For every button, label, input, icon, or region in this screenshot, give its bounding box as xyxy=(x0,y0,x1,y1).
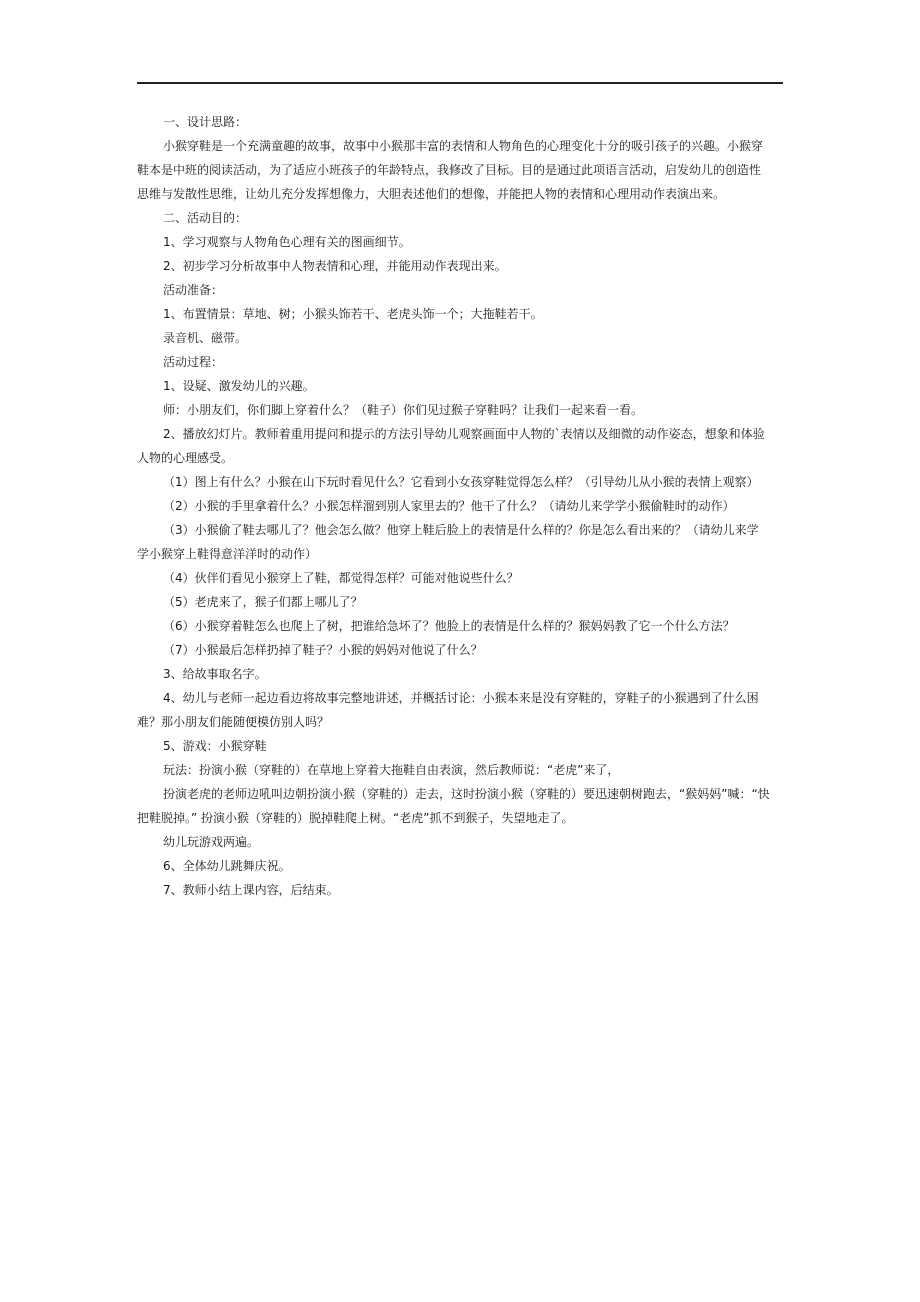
paragraph xyxy=(137,494,783,518)
text-line: （4）伙伴们看见小猴穿上了鞋，都觉得怎样？可能对他说些什么？ xyxy=(163,571,519,585)
paragraph xyxy=(137,758,783,782)
text-line: 1、学习观察与人物角色心理有关的图画细节。 xyxy=(163,235,411,249)
text-line: 学小猴穿上鞋得意洋洋时的动作） xyxy=(137,547,318,561)
text-line: 录音机、磁带。 xyxy=(163,331,248,345)
text-line: 1、设疑、激发幼儿的兴趣。 xyxy=(163,379,315,393)
paragraph xyxy=(137,638,783,662)
text-line: 师：小朋友们，你们脚上穿着什么？（鞋子）你们见过猴子穿鞋吗？让我们一起来看一看。 xyxy=(163,403,644,417)
text-line: 6、全体幼儿跳舞庆祝。 xyxy=(163,859,291,873)
paragraph xyxy=(137,254,783,278)
paragraph xyxy=(137,206,783,230)
paragraph xyxy=(137,278,783,302)
text-line: （6）小猴穿着鞋怎么也爬上了树，把谁给急坏了？他脸上的表情是什么样的？猴妈妈教了它一个什么方法？ xyxy=(163,619,735,633)
header-rule xyxy=(137,82,783,84)
text-line: 2、初步学习分析故事中人物表情和心理，并能用动作表现出来。 xyxy=(163,259,507,273)
text-line: 玩法：扮演小猴（穿鞋的）在草地上穿着大拖鞋自由表演，然后教师说：“老虎”来了， xyxy=(163,763,620,777)
text-line: 一、设计思路： xyxy=(163,115,248,129)
paragraph xyxy=(137,734,783,758)
paragraph xyxy=(137,686,783,734)
paragraph xyxy=(137,398,783,422)
text-line: 幼儿玩游戏两遍。 xyxy=(163,835,260,849)
paragraph xyxy=(137,566,783,590)
text-line: 5、游戏：小猴穿鞋 xyxy=(163,739,267,753)
text-line: 把鞋脱掉。” 扮演小猴（穿鞋的）脱掉鞋爬上树。“老虎”抓不到猴子，失望地走了。 xyxy=(137,811,574,825)
text-line: 3、给故事取名字。 xyxy=(163,667,267,681)
text-line: （3）小猴偷了鞋去哪儿了？他会怎么做？他穿上鞋后脸上的表情是什么样的？你是怎么看出来的？（请幼儿来学 xyxy=(163,523,759,537)
text-line: （7）小猴最后怎样扔掉了鞋子？小猴的妈妈对他说了什么？ xyxy=(163,643,483,657)
document-body xyxy=(137,110,783,902)
paragraph xyxy=(137,662,783,686)
paragraph xyxy=(137,422,783,470)
paragraph xyxy=(137,326,783,350)
text-line: 思维与发散性思维，让幼儿充分发挥想像力，大胆表述他们的想像，并能把人物的表情和心理用动作表演出来。 xyxy=(137,187,726,201)
paragraph xyxy=(137,230,783,254)
text-line: 2、播放幻灯片。教师着重用提问和提示的方法引导幼儿观察画面中人物的`表情以及细微的动作姿态，想象和体验 xyxy=(163,427,765,441)
text-line: （1）图上有什么？小猴在山下玩时看见什么？它看到小女孩穿鞋觉得怎么样？（引导幼儿从小猴的表情上观察） xyxy=(163,475,759,489)
text-line: 鞋本是中班的阅读活动，为了适应小班孩子的年龄特点，我修改了目标。目的是通过此项语言活动，启发幼儿的创造性 xyxy=(137,163,762,177)
paragraph xyxy=(137,830,783,854)
paragraph xyxy=(137,854,783,878)
paragraph xyxy=(137,470,783,494)
text-line: 活动准备： xyxy=(163,283,224,297)
paragraph xyxy=(137,614,783,638)
paragraph xyxy=(137,374,783,398)
text-line: 扮演老虎的老师边吼叫边朝扮演小猴（穿鞋的）走去，这时扮演小猴（穿鞋的）要迅速朝树跑去，“猴妈妈”喊：“快 xyxy=(163,787,770,801)
text-line: 小猴穿鞋是一个充满童趣的故事，故事中小猴那丰富的表情和人物角色的心理变化十分的吸引孩子的兴趣。小猴穿 xyxy=(163,139,764,153)
paragraph xyxy=(137,350,783,374)
paragraph xyxy=(137,134,783,206)
text-line: 活动过程： xyxy=(163,355,224,369)
text-line: 1、布置情景：草地、树；小猴头饰若干、老虎头饰一个；大拖鞋若干。 xyxy=(163,307,543,321)
text-line: 难？那小朋友们能随便模仿别人吗？ xyxy=(137,715,330,729)
text-line: （2）小猴的手里拿着什么？小猴怎样溜到别人家里去的？他干了什么？（请幼儿来学学小猴偷鞋时的动作） xyxy=(163,499,735,513)
paragraph xyxy=(137,110,783,134)
paragraph xyxy=(137,590,783,614)
text-line: 4、幼儿与老师一起边看边将故事完整地讲述，并概括讨论：小猴本来是没有穿鞋的，穿鞋子的小猴遇到了什么困 xyxy=(163,691,759,705)
paragraph xyxy=(137,878,783,902)
paragraph xyxy=(137,782,783,830)
text-line: （5）老虎来了，猴子们都上哪儿了？ xyxy=(163,595,363,609)
text-line: 二、活动目的： xyxy=(163,211,248,225)
text-line: 7、教师小结上课内容，后结束。 xyxy=(163,883,339,897)
paragraph xyxy=(137,518,783,566)
text-line: 人物的心理感受。 xyxy=(137,451,234,465)
paragraph xyxy=(137,302,783,326)
